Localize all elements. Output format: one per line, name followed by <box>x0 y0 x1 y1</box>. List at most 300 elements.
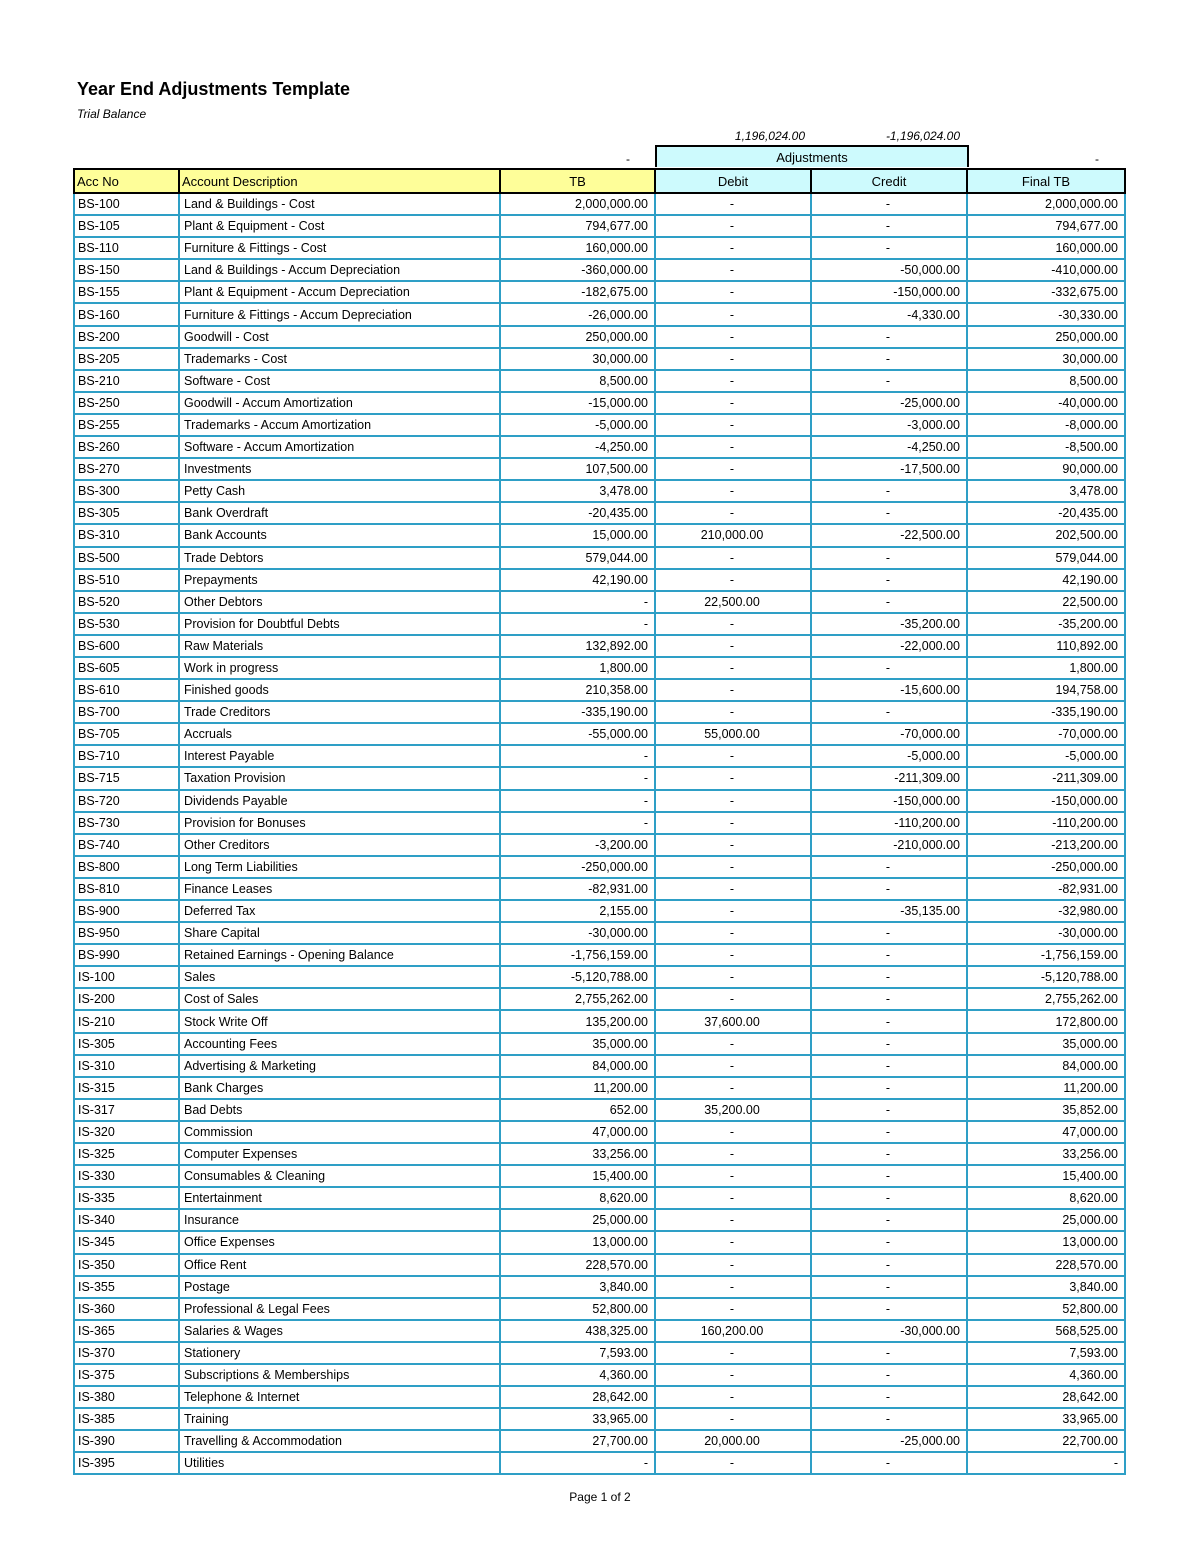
debit-cell: - <box>655 348 811 370</box>
credit-cell: -35,200.00 <box>811 613 967 635</box>
final-tb-cell: -70,000.00 <box>967 723 1125 745</box>
table-row <box>74 944 1125 966</box>
acc-no-cell: IS-360 <box>74 1298 179 1320</box>
final-tb-cell: 4,360.00 <box>967 1364 1125 1386</box>
debit-cell: - <box>655 1386 811 1408</box>
description-cell: Trademarks - Cost <box>179 348 500 370</box>
tb-cell: -82,931.00 <box>500 878 655 900</box>
credit-cell: -35,135.00 <box>811 900 967 922</box>
tb-cell: 84,000.00 <box>500 1055 655 1077</box>
credit-cell: -50,000.00 <box>811 259 967 281</box>
description-cell: Bank Accounts <box>179 524 500 546</box>
debit-cell: - <box>655 1254 811 1276</box>
credit-cell: - <box>811 657 967 679</box>
table-row <box>74 1187 1125 1209</box>
credit-cell: - <box>811 1099 967 1121</box>
tb-cell: 28,642.00 <box>500 1386 655 1408</box>
description-cell: Interest Payable <box>179 745 500 767</box>
tb-cell: 8,620.00 <box>500 1187 655 1209</box>
description-cell: Salaries & Wages <box>179 1320 500 1342</box>
tb-cell: -26,000.00 <box>500 303 655 325</box>
table-row <box>74 326 1125 348</box>
debit-cell: - <box>655 944 811 966</box>
table-row <box>74 480 1125 502</box>
credit-cell: - <box>811 1010 967 1032</box>
tb-cell: -3,200.00 <box>500 834 655 856</box>
description-cell: Accounting Fees <box>179 1033 500 1055</box>
acc-no-cell: BS-800 <box>74 856 179 878</box>
final-tb-cell: 90,000.00 <box>967 458 1125 480</box>
debit-cell: - <box>655 259 811 281</box>
acc-no-cell: BS-100 <box>74 193 179 215</box>
acc-no-cell: BS-810 <box>74 878 179 900</box>
description-cell: Taxation Provision <box>179 767 500 789</box>
credit-cell: -15,600.00 <box>811 679 967 701</box>
table-row <box>74 1342 1125 1364</box>
final-tb-cell: -35,200.00 <box>967 613 1125 635</box>
description-cell: Furniture & Fittings - Accum Depreciation <box>179 303 500 325</box>
final-tb-cell: 15,400.00 <box>967 1165 1125 1187</box>
description-cell: Retained Earnings - Opening Balance <box>179 944 500 966</box>
table-row <box>74 502 1125 524</box>
credit-cell: - <box>811 1165 967 1187</box>
credit-cell: -25,000.00 <box>811 1430 967 1452</box>
tb-cell: 135,200.00 <box>500 1010 655 1032</box>
col-header-credit: Credit <box>811 169 967 193</box>
debit-cell: 37,600.00 <box>655 1010 811 1032</box>
credit-cell: -4,330.00 <box>811 303 967 325</box>
table-row <box>74 812 1125 834</box>
table-row <box>74 922 1125 944</box>
description-cell: Long Term Liabilities <box>179 856 500 878</box>
final-tb-cell: 8,620.00 <box>967 1187 1125 1209</box>
acc-no-cell: BS-710 <box>74 745 179 767</box>
tb-cell: 210,358.00 <box>500 679 655 701</box>
table-row <box>74 878 1125 900</box>
acc-no-cell: BS-740 <box>74 834 179 856</box>
final-tb-cell: 228,570.00 <box>967 1254 1125 1276</box>
final-tb-cell: 22,500.00 <box>967 591 1125 613</box>
final-tb-cell: 28,642.00 <box>967 1386 1125 1408</box>
tb-cell: 8,500.00 <box>500 370 655 392</box>
credit-cell: - <box>811 1452 967 1474</box>
table-row <box>74 392 1125 414</box>
acc-no-cell: IS-310 <box>74 1055 179 1077</box>
description-cell: Goodwill - Cost <box>179 326 500 348</box>
description-cell: Finished goods <box>179 679 500 701</box>
credit-cell: -70,000.00 <box>811 723 967 745</box>
debit-cell: - <box>655 193 811 215</box>
table-row <box>74 1209 1125 1231</box>
table-row <box>74 348 1125 370</box>
final-tb-cell: -1,756,159.00 <box>967 944 1125 966</box>
adjustments-group-header: Adjustments <box>655 145 969 167</box>
acc-no-cell: IS-340 <box>74 1209 179 1231</box>
tb-cell: 228,570.00 <box>500 1254 655 1276</box>
acc-no-cell: IS-390 <box>74 1430 179 1452</box>
table-row <box>74 900 1125 922</box>
acc-no-cell: BS-305 <box>74 502 179 524</box>
tb-cell: 579,044.00 <box>500 547 655 569</box>
final-tb-cell: 202,500.00 <box>967 524 1125 546</box>
credit-cell: - <box>811 502 967 524</box>
description-cell: Software - Cost <box>179 370 500 392</box>
final-tb-cell: 1,800.00 <box>967 657 1125 679</box>
debit-cell: - <box>655 480 811 502</box>
acc-no-cell: IS-317 <box>74 1099 179 1121</box>
credit-cell: -211,309.00 <box>811 767 967 789</box>
tb-cell: 1,800.00 <box>500 657 655 679</box>
final-tb-total: - <box>1095 152 1099 166</box>
acc-no-cell: BS-200 <box>74 326 179 348</box>
final-tb-cell: -410,000.00 <box>967 259 1125 281</box>
description-cell: Provision for Bonuses <box>179 812 500 834</box>
credit-cell: - <box>811 480 967 502</box>
debit-cell: - <box>655 1276 811 1298</box>
credit-cell: - <box>811 193 967 215</box>
credit-cell: -3,000.00 <box>811 414 967 436</box>
final-tb-cell: 35,852.00 <box>967 1099 1125 1121</box>
debit-cell: - <box>655 856 811 878</box>
description-cell: Sales <box>179 966 500 988</box>
tb-cell: - <box>500 591 655 613</box>
table-row <box>74 591 1125 613</box>
table-row <box>74 547 1125 569</box>
table-row <box>74 1430 1125 1452</box>
credit-cell: - <box>811 1055 967 1077</box>
credit-cell: -30,000.00 <box>811 1320 967 1342</box>
table-row <box>74 856 1125 878</box>
col-header-debit: Debit <box>655 169 811 193</box>
credit-cell: - <box>811 856 967 878</box>
table-row <box>74 303 1125 325</box>
credit-cell: -210,000.00 <box>811 834 967 856</box>
final-tb-cell: 35,000.00 <box>967 1033 1125 1055</box>
debit-cell: - <box>655 547 811 569</box>
table-row <box>74 1143 1125 1165</box>
final-tb-cell: 7,593.00 <box>967 1342 1125 1364</box>
credit-cell: - <box>811 1342 967 1364</box>
debit-cell: - <box>655 1055 811 1077</box>
table-row <box>74 1452 1125 1474</box>
final-tb-cell: 13,000.00 <box>967 1231 1125 1253</box>
credit-cell: - <box>811 1276 967 1298</box>
table-row <box>74 1386 1125 1408</box>
description-cell: Insurance <box>179 1209 500 1231</box>
acc-no-cell: IS-395 <box>74 1452 179 1474</box>
credit-cell: - <box>811 878 967 900</box>
col-header-final-tb: Final TB <box>967 169 1125 193</box>
credit-total: -1,196,024.00 <box>885 129 960 143</box>
description-cell: Subscriptions & Memberships <box>179 1364 500 1386</box>
tb-cell: 35,000.00 <box>500 1033 655 1055</box>
description-cell: Plant & Equipment - Cost <box>179 215 500 237</box>
final-tb-cell: 172,800.00 <box>967 1010 1125 1032</box>
acc-no-cell: IS-325 <box>74 1143 179 1165</box>
acc-no-cell: IS-345 <box>74 1231 179 1253</box>
tb-cell: 132,892.00 <box>500 635 655 657</box>
credit-cell: -22,500.00 <box>811 524 967 546</box>
debit-cell: - <box>655 1364 811 1386</box>
debit-cell: - <box>655 370 811 392</box>
acc-no-cell: IS-315 <box>74 1077 179 1099</box>
acc-no-cell: BS-155 <box>74 281 179 303</box>
description-cell: Professional & Legal Fees <box>179 1298 500 1320</box>
tb-cell: 3,840.00 <box>500 1276 655 1298</box>
tb-cell: -20,435.00 <box>500 502 655 524</box>
page-footer: Page 1 of 2 <box>569 1490 631 1504</box>
table-row <box>74 635 1125 657</box>
table-row <box>74 1364 1125 1386</box>
table-row <box>74 1231 1125 1253</box>
acc-no-cell: IS-350 <box>74 1254 179 1276</box>
final-tb-cell: 33,965.00 <box>967 1408 1125 1430</box>
table-row <box>74 237 1125 259</box>
credit-cell: - <box>811 966 967 988</box>
page-title: Year End Adjustments Template <box>77 79 351 99</box>
final-tb-cell: -332,675.00 <box>967 281 1125 303</box>
tb-cell: 47,000.00 <box>500 1121 655 1143</box>
description-cell: Bank Overdraft <box>179 502 500 524</box>
credit-cell: - <box>811 326 967 348</box>
table-row <box>74 723 1125 745</box>
credit-cell: -110,200.00 <box>811 812 967 834</box>
final-tb-cell: 42,190.00 <box>967 569 1125 591</box>
acc-no-cell: IS-365 <box>74 1320 179 1342</box>
debit-cell: - <box>655 701 811 723</box>
credit-cell: - <box>811 1121 967 1143</box>
final-tb-cell: 110,892.00 <box>967 635 1125 657</box>
acc-no-cell: IS-385 <box>74 1408 179 1430</box>
acc-no-cell: BS-205 <box>74 348 179 370</box>
table-row <box>74 414 1125 436</box>
credit-cell: -4,250.00 <box>811 436 967 458</box>
debit-cell: - <box>655 414 811 436</box>
tb-cell: 4,360.00 <box>500 1364 655 1386</box>
acc-no-cell: IS-210 <box>74 1010 179 1032</box>
debit-cell: - <box>655 878 811 900</box>
table-row <box>74 193 1125 215</box>
credit-cell: -150,000.00 <box>811 281 967 303</box>
debit-cell: 20,000.00 <box>655 1430 811 1452</box>
debit-cell: - <box>655 1077 811 1099</box>
description-cell: Furniture & Fittings - Cost <box>179 237 500 259</box>
debit-cell: - <box>655 392 811 414</box>
acc-no-cell: BS-310 <box>74 524 179 546</box>
description-cell: Cost of Sales <box>179 988 500 1010</box>
table-header-row <box>74 169 1125 193</box>
acc-no-cell: BS-160 <box>74 303 179 325</box>
final-tb-cell: -30,000.00 <box>967 922 1125 944</box>
credit-cell: - <box>811 1231 967 1253</box>
tb-cell: 15,000.00 <box>500 524 655 546</box>
debit-cell: - <box>655 900 811 922</box>
description-cell: Bad Debts <box>179 1099 500 1121</box>
final-tb-cell: -5,120,788.00 <box>967 966 1125 988</box>
table-row <box>74 524 1125 546</box>
tb-cell: 33,256.00 <box>500 1143 655 1165</box>
description-cell: Dividends Payable <box>179 790 500 812</box>
credit-cell: - <box>811 988 967 1010</box>
table-row <box>74 613 1125 635</box>
credit-cell: -25,000.00 <box>811 392 967 414</box>
table-row <box>74 1077 1125 1099</box>
acc-no-cell: BS-260 <box>74 436 179 458</box>
description-cell: Petty Cash <box>179 480 500 502</box>
debit-cell: - <box>655 988 811 1010</box>
description-cell: Share Capital <box>179 922 500 944</box>
credit-cell: - <box>811 1033 967 1055</box>
credit-cell: - <box>811 348 967 370</box>
credit-cell: - <box>811 701 967 723</box>
final-tb-cell: -213,200.00 <box>967 834 1125 856</box>
final-tb-cell: -8,500.00 <box>967 436 1125 458</box>
tb-cell: 3,478.00 <box>500 480 655 502</box>
tb-cell: -360,000.00 <box>500 259 655 281</box>
description-cell: Commission <box>179 1121 500 1143</box>
table-row <box>74 1298 1125 1320</box>
final-tb-cell: 33,256.00 <box>967 1143 1125 1165</box>
final-tb-cell: -82,931.00 <box>967 878 1125 900</box>
debit-cell: - <box>655 745 811 767</box>
acc-no-cell: BS-600 <box>74 635 179 657</box>
tb-cell: -250,000.00 <box>500 856 655 878</box>
acc-no-cell: BS-510 <box>74 569 179 591</box>
tb-cell: 2,155.00 <box>500 900 655 922</box>
final-tb-cell: 2,755,262.00 <box>967 988 1125 1010</box>
acc-no-cell: BS-150 <box>74 259 179 281</box>
description-cell: Training <box>179 1408 500 1430</box>
credit-cell: - <box>811 569 967 591</box>
credit-cell: - <box>811 944 967 966</box>
description-cell: Office Rent <box>179 1254 500 1276</box>
final-tb-cell: 579,044.00 <box>967 547 1125 569</box>
debit-cell: - <box>655 1121 811 1143</box>
description-cell: Land & Buildings - Cost <box>179 193 500 215</box>
table-row <box>74 1055 1125 1077</box>
debit-cell: 22,500.00 <box>655 591 811 613</box>
table-row <box>74 1320 1125 1342</box>
tb-cell: 107,500.00 <box>500 458 655 480</box>
debit-cell: - <box>655 237 811 259</box>
acc-no-cell: IS-200 <box>74 988 179 1010</box>
acc-no-cell: BS-705 <box>74 723 179 745</box>
tb-cell: - <box>500 790 655 812</box>
table-row <box>74 569 1125 591</box>
tb-cell: 250,000.00 <box>500 326 655 348</box>
credit-cell: -22,000.00 <box>811 635 967 657</box>
tb-cell: 2,755,262.00 <box>500 988 655 1010</box>
tb-cell: -4,250.00 <box>500 436 655 458</box>
tb-cell: 33,965.00 <box>500 1408 655 1430</box>
description-cell: Consumables & Cleaning <box>179 1165 500 1187</box>
final-tb-cell: -211,309.00 <box>967 767 1125 789</box>
acc-no-cell: BS-300 <box>74 480 179 502</box>
table-row <box>74 1099 1125 1121</box>
tb-cell: 7,593.00 <box>500 1342 655 1364</box>
table-row <box>74 966 1125 988</box>
debit-total: 1,196,024.00 <box>734 129 805 143</box>
debit-cell: - <box>655 1408 811 1430</box>
debit-cell: - <box>655 303 811 325</box>
tb-cell: -5,120,788.00 <box>500 966 655 988</box>
acc-no-cell: BS-720 <box>74 790 179 812</box>
table-row <box>74 1254 1125 1276</box>
final-tb-cell: 25,000.00 <box>967 1209 1125 1231</box>
debit-cell: - <box>655 436 811 458</box>
acc-no-cell: BS-210 <box>74 370 179 392</box>
description-cell: Other Creditors <box>179 834 500 856</box>
tb-cell: - <box>500 767 655 789</box>
debit-cell: - <box>655 458 811 480</box>
credit-cell: - <box>811 1408 967 1430</box>
tb-cell: - <box>500 1452 655 1474</box>
table-row <box>74 1408 1125 1430</box>
final-tb-cell: 8,500.00 <box>967 370 1125 392</box>
debit-cell: 160,200.00 <box>655 1320 811 1342</box>
debit-cell: - <box>655 834 811 856</box>
tb-cell: -15,000.00 <box>500 392 655 414</box>
debit-cell: - <box>655 966 811 988</box>
credit-cell: - <box>811 370 967 392</box>
description-cell: Utilities <box>179 1452 500 1474</box>
description-cell: Advertising & Marketing <box>179 1055 500 1077</box>
debit-cell: - <box>655 767 811 789</box>
acc-no-cell: IS-355 <box>74 1276 179 1298</box>
trial-balance-table <box>73 168 1126 1475</box>
table-row <box>74 281 1125 303</box>
description-cell: Accruals <box>179 723 500 745</box>
acc-no-cell: BS-255 <box>74 414 179 436</box>
final-tb-cell: 568,525.00 <box>967 1320 1125 1342</box>
tb-cell: -5,000.00 <box>500 414 655 436</box>
table-row <box>74 436 1125 458</box>
final-tb-cell: -150,000.00 <box>967 790 1125 812</box>
acc-no-cell: BS-715 <box>74 767 179 789</box>
acc-no-cell: BS-950 <box>74 922 179 944</box>
table-row <box>74 1276 1125 1298</box>
credit-cell: - <box>811 1298 967 1320</box>
description-cell: Entertainment <box>179 1187 500 1209</box>
tb-cell: 438,325.00 <box>500 1320 655 1342</box>
table-row <box>74 679 1125 701</box>
final-tb-cell: 194,758.00 <box>967 679 1125 701</box>
debit-cell: - <box>655 922 811 944</box>
tb-cell: 27,700.00 <box>500 1430 655 1452</box>
credit-cell: -17,500.00 <box>811 458 967 480</box>
final-tb-cell: 84,000.00 <box>967 1055 1125 1077</box>
debit-cell: - <box>655 281 811 303</box>
debit-cell: - <box>655 812 811 834</box>
credit-cell: - <box>811 922 967 944</box>
acc-no-cell: BS-520 <box>74 591 179 613</box>
col-header-description: Account Description <box>179 169 500 193</box>
credit-cell: -5,000.00 <box>811 745 967 767</box>
final-tb-cell: 11,200.00 <box>967 1077 1125 1099</box>
acc-no-cell: IS-320 <box>74 1121 179 1143</box>
final-tb-cell: -32,980.00 <box>967 900 1125 922</box>
acc-no-cell: BS-105 <box>74 215 179 237</box>
debit-cell: - <box>655 569 811 591</box>
final-tb-cell: -5,000.00 <box>967 745 1125 767</box>
debit-cell: - <box>655 679 811 701</box>
tb-cell: 2,000,000.00 <box>500 193 655 215</box>
tb-cell: 652.00 <box>500 1099 655 1121</box>
description-cell: Travelling & Accommodation <box>179 1430 500 1452</box>
acc-no-cell: BS-990 <box>74 944 179 966</box>
final-tb-cell: 3,478.00 <box>967 480 1125 502</box>
final-tb-cell: -40,000.00 <box>967 392 1125 414</box>
